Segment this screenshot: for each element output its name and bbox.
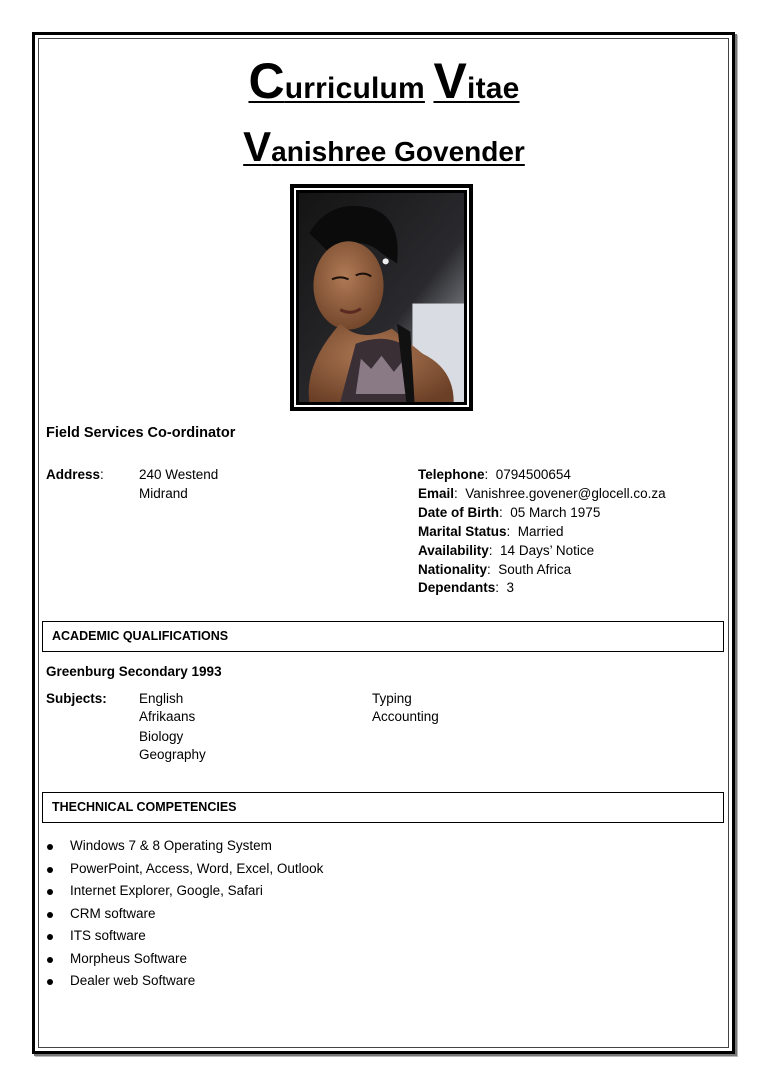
academic-qualifications-heading: ACADEMIC QUALIFICATIONS (42, 621, 724, 652)
school-name: Greenburg Secondary 1993 (46, 664, 222, 679)
bullet-icon (47, 934, 53, 940)
subject-item: Geography (139, 747, 206, 762)
contact-telephone: Telephone: 0794500654 (418, 467, 571, 482)
contact-availability: Availability: 14 Days’ Notice (418, 543, 595, 558)
bullet-icon (47, 912, 53, 918)
list-item: CRM software (46, 906, 323, 929)
bullet-icon (47, 889, 53, 895)
bullet-icon (47, 867, 53, 873)
address-label: Address: (46, 467, 104, 482)
subject-item: Afrikaans (139, 709, 196, 724)
contact-email: Email: Vanishree.govener@glocell.co.za (418, 486, 666, 501)
document-title: Curriculum Vitae (248, 53, 520, 109)
bullet-icon (47, 844, 53, 850)
portrait-image (299, 193, 464, 402)
contact-date-of-birth: Date of Birth: 05 March 1975 (418, 505, 601, 520)
list-item: PowerPoint, Access, Word, Excel, Outlook (46, 861, 323, 884)
subject-item: Accounting (372, 709, 439, 724)
list-item: Windows 7 & 8 Operating System (46, 838, 323, 861)
subject-item: Biology (139, 729, 184, 744)
contact-marital-status: Marital Status: Married (418, 524, 564, 539)
subject-item: Typing (372, 691, 412, 706)
list-item: Internet Explorer, Google, Safari (46, 883, 323, 906)
contact-nationality: Nationality: South Africa (418, 562, 572, 577)
subjects-label: Subjects: (46, 691, 107, 706)
competencies-list (46, 838, 323, 996)
bullet-icon (47, 957, 53, 963)
bullet-icon (47, 979, 53, 985)
list-item: Dealer web Software (46, 973, 323, 996)
list-item: Morpheus Software (46, 951, 323, 974)
list-item: ITS software (46, 928, 323, 951)
profile-photo (290, 184, 473, 411)
contact-dependants: Dependants: 3 (418, 580, 515, 595)
address-line-1: 240 Westend (139, 467, 219, 482)
subject-item: English (139, 691, 184, 706)
job-title: Field Services Co-ordinator (46, 425, 236, 441)
technical-competencies-heading: THECHNICAL COMPETENCIES (42, 792, 724, 823)
address-line-2: Midrand (139, 486, 188, 501)
candidate-name: Vanishree Govender (243, 123, 525, 170)
